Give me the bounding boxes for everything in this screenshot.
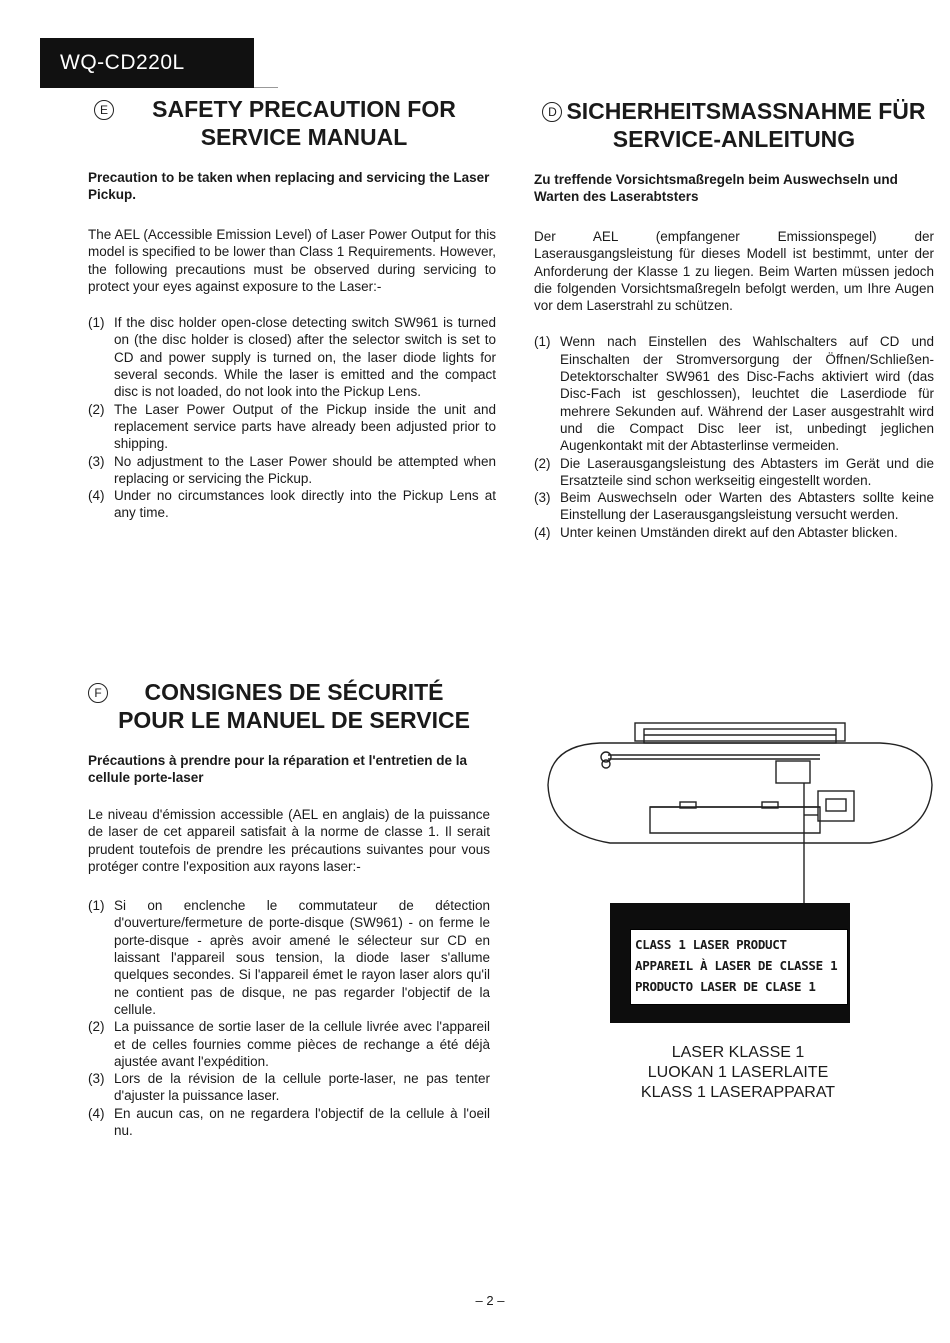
french-intro: Le niveau d'émission accessible (AEL en anglais) de la puissance de laser de cet appareil satisfait à la norme de classe 1. Il serait prudent toutefois de prendre les précautions suivantes pour vous protéger contre l'exposition aux rayons laser:- (88, 807, 490, 874)
list-item: (1) Si on enclenche le commutateur de détection d'ouverture/fermeture de porte-disque (SW961) - on ferme le porte-disque - après avoir amené le sélecteur sur CD en laissant l'appareil sous tension, la diode laser s'allume quelques secondes. Si l'appareil émet le rayon laser alors qu'il ne contient pas de disque, ne pas regarder l'objectif de la cellule. (88, 898, 490, 1017)
laser-label-text-box (630, 929, 848, 1005)
model-tag (40, 38, 254, 88)
english-heading (88, 95, 496, 151)
french-subheading: Précautions à prendre pour la réparation et l'entretien de la cellule porte-laser (88, 753, 468, 785)
model-number: WQ-CD220L (60, 51, 185, 74)
list-item: (2) The Laser Power Output of the Pickup inside the unit and replacement service parts have already been adjusted prior to shipping. (88, 401, 496, 452)
list-item: (4) En aucun cas, on ne regardera l'objectif de la cellule à l'oeil nu. (88, 1105, 490, 1139)
english-section (88, 95, 496, 522)
german-intro: Der AEL (empfangener Emissionspegel) der Laserausgangsleistung für dieses Modell ist bestimmt, unter der Anforderung der Klasse 1 zu liegen. Beim Warten müssen jedoch die folgenden Vorsichtsmaßregeln befolgt werden, um Ihre Augen vor dem Laserstrahl zu schützen. (534, 229, 934, 314)
english-subheading: Precaution to be taken when replacing and servicing the Laser Pickup. (88, 170, 490, 202)
class-caption-line-2: LUOKAN 1 LASERLAITE (647, 1064, 829, 1081)
german-badge-icon: D (542, 102, 562, 122)
french-list (88, 897, 490, 1139)
english-badge-icon: E (94, 100, 114, 120)
german-subheading: Zu treffende Vorsichtsmaßregeln beim Auswechseln und Warten des Laserabtsters (534, 172, 898, 204)
german-title-line1: D SICHERHEITSMASSNAHME FÜR (534, 97, 934, 125)
french-badge-icon: F (88, 683, 108, 703)
list-item: (4) Unter keinen Umständen direkt auf den Abtaster blicken. (534, 524, 898, 540)
label-line-2: APPAREIL À LASER DE CLASSE 1 (635, 958, 838, 973)
english-title-line2: SERVICE MANUAL (200, 124, 408, 150)
page-number: – 2 – (475, 1293, 505, 1308)
list-item: (1) If the disc holder open-close detecting switch SW961 is turned on (the disc holder is closed) after the selector switch is set to CD and power supply is turned on, the laser diode lights for several seconds. While the laser is emitted and the compact disc is not loaded, do not look into the Pickup Lens. (88, 315, 496, 400)
french-title-line2: POUR LE MANUEL DE SERVICE (118, 707, 470, 733)
french-section (88, 678, 490, 1139)
list-item: (3) Beim Auswechseln oder Warten des Abtasters sollte keine Einstellung der Laserausgangsleistung versucht werden. (534, 490, 934, 523)
german-heading (534, 97, 934, 153)
laser-class-caption (600, 1043, 876, 1103)
header-rule (254, 87, 278, 88)
class-caption-line-1: LASER KLASSE 1 (671, 1044, 805, 1061)
french-heading (88, 678, 490, 734)
label-line-1: CLASS 1 LASER PRODUCT (635, 937, 787, 952)
class-caption-line-3: KLASS 1 LASERAPPARAT (640, 1084, 836, 1101)
list-item: (2) La puissance de sortie laser de la cellule livrée avec l'appareil et de celles fournies comme pièces de rechange a été déjà ajustée avant l'expédition. (88, 1019, 490, 1069)
boombox-diagram-icon (540, 715, 940, 905)
list-item: (3) Lors de la révision de la cellule porte-laser, ne pas tenter d'ajuster la puissance laser. (88, 1071, 490, 1104)
label-line-3: PRODUCTO LASER DE CLASE 1 (635, 979, 816, 994)
german-list (534, 333, 934, 541)
laser-class-label (610, 903, 850, 1023)
english-title-line1: SAFETY PRECAUTION FOR (152, 96, 456, 122)
list-item: (3) No adjustment to the Laser Power should be attempted when replacing or servicing the Pickup. (88, 453, 496, 486)
french-title-line1: CONSIGNES DE SÉCURITÉ (144, 679, 444, 705)
english-list (88, 314, 496, 522)
german-title-line2: SERVICE-ANLEITUNG (612, 126, 856, 152)
list-item: (1) Wenn nach Einstellen des Wahlschalters auf CD und Einschalten der Stromversorgung der Öffnen/Schließen-Detektorschalter SW961 des Disc-Fachs aktiviert wird (das Disc-Fach ist geschlossen), leuchtet die Laserdiode für mehrere Sekunden auf. Während der Laser ausgestrahlt wird und die Compact Disc leer ist, unbedingt jeglichen Augenkontakt mit der Abtasterlinse vermeiden. (534, 334, 934, 454)
list-item: (4) Under no circumstances look directly into the Pickup Lens at any time. (88, 488, 496, 521)
german-section (534, 97, 934, 541)
english-intro: The AEL (Accessible Emission Level) of Laser Power Output for this model is specified to be lower than Class 1 Requirements. However, the following precautions must be observed during servicing to protect your eyes against exposure to the Laser:- (88, 227, 496, 294)
list-item: (2) Die Laserausgangsleistung des Abtasters im Gerät und die Ersatzteile sind schon werkseitig eingestellt worden. (534, 455, 934, 488)
